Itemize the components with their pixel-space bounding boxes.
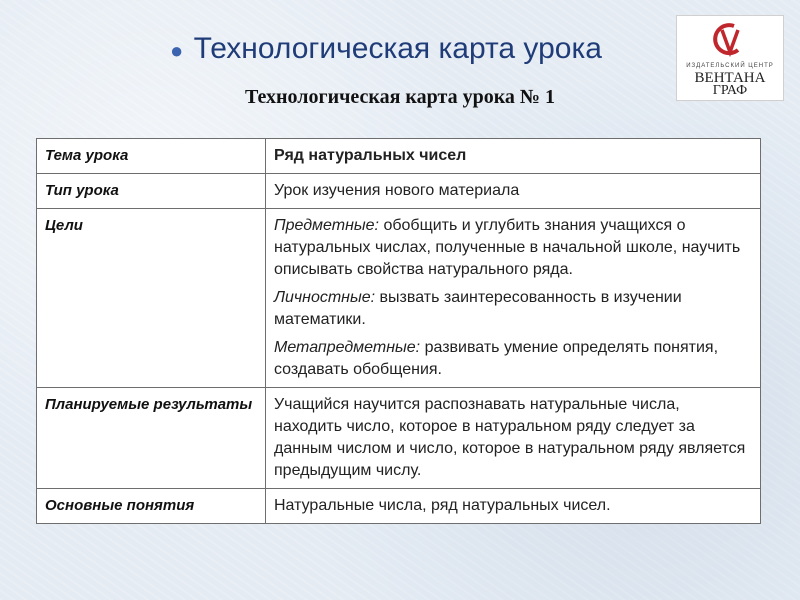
- goal-text: развивать умение определять понятия, создавать обобщения.: [274, 339, 719, 378]
- goal-personal: [274, 287, 752, 331]
- row-value: Урок изучения нового материала: [266, 174, 761, 209]
- goal-meta: [274, 337, 752, 381]
- goal-prefix: Предметные:: [274, 217, 379, 234]
- document-heading: Технологическая карта урока № 1: [244, 86, 556, 108]
- row-value: Ряд натуральных чисел: [266, 139, 761, 174]
- goal-text: вызвать заинтересованность в изучении математики.: [274, 289, 682, 328]
- title-bullet: ●: [170, 38, 184, 63]
- table-row: [37, 489, 761, 524]
- logo-line-1: ВЕНТАНА: [694, 70, 766, 86]
- goal-prefix: Личностные:: [274, 289, 376, 306]
- row-label: Планируемые результаты: [37, 388, 266, 489]
- table-row: [37, 139, 761, 174]
- row-label: Цели: [37, 209, 266, 388]
- logo-line-2: ГРАФ: [712, 83, 748, 98]
- row-label: Тема урока: [37, 139, 266, 174]
- table-row: [37, 388, 761, 489]
- lesson-map-table: [36, 138, 761, 524]
- goal-text: обобщить и углубить знания учащихся о натуральных числах, полученные в начальной школе, научить описывать свойства натурального ряда.: [274, 217, 741, 278]
- row-value: Учащийся научится распознавать натуральные числа, находить число, которое в натуральном ряду следует за данным числом и число, которое в натуральном ряду является предыдущим числу.: [266, 388, 761, 489]
- slide-title-text: Технологическая карта урока: [193, 32, 602, 65]
- goal-subject: [274, 215, 752, 281]
- row-value: Натуральные числа, ряд натуральных чисел.: [266, 489, 761, 524]
- row-label: Основные понятия: [37, 489, 266, 524]
- table-row: [37, 209, 761, 388]
- logo-emblem-icon: [677, 20, 783, 67]
- row-label: Тип урока: [37, 174, 266, 209]
- logo-small-text: ИЗДАТЕЛЬСКИЙ ЦЕНТР: [686, 63, 774, 69]
- slide-title: [170, 32, 602, 66]
- goal-prefix: Метапредметные:: [274, 339, 421, 356]
- table-row: [37, 174, 761, 209]
- goals-cell: [266, 209, 761, 388]
